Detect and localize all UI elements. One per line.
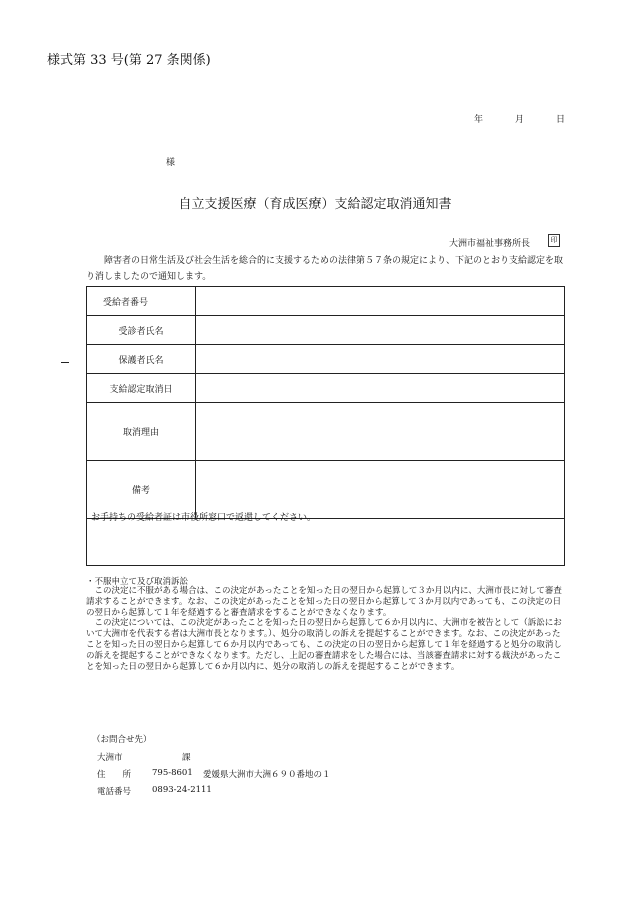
- cancel-date-label: [87, 374, 196, 403]
- patient-name-text: 受診者氏名: [118, 326, 164, 337]
- return-notice-cell: [87, 519, 565, 566]
- phone-label: 電話番号: [97, 787, 132, 797]
- guardian-name-value: [196, 345, 565, 374]
- recipient-number-value: [196, 287, 565, 316]
- appeal-heading: ・不服申立て及び取消訴訟: [86, 577, 189, 587]
- table-row: [87, 519, 565, 566]
- inquiry-heading: （お問合せ先）: [92, 735, 152, 745]
- table-row: [87, 345, 565, 374]
- table-row: [87, 316, 565, 345]
- remarks-text: 備考: [131, 486, 150, 496]
- form-number: 様式第 33 号(第 27 条関係): [47, 53, 211, 68]
- cancel-date-value: [196, 374, 565, 403]
- cancel-reason-value: [196, 403, 565, 461]
- inquiry-office: 大洲市: [97, 753, 123, 763]
- intro-text: 障害者の日常生活及び社会生活を総合的に支援するための法律第５７条の規定により、下記のとおり支給認定を取り消しましたので通知します。: [86, 256, 564, 282]
- table-row: [87, 374, 565, 403]
- address: 愛媛県大洲市大洲６９０番地の１: [203, 770, 331, 780]
- cancel-reason-label: [87, 403, 196, 461]
- certificate-table: [86, 286, 565, 566]
- guardian-name-label: [87, 345, 196, 374]
- phone-number: 0893-24-2111: [152, 785, 212, 795]
- fold-mark: [61, 362, 69, 363]
- table-row: [87, 287, 565, 316]
- date-year-label: 年: [474, 115, 484, 125]
- inquiry-office-suffix: 課: [182, 753, 191, 763]
- patient-name-label: [87, 316, 196, 345]
- document-title: 自立支援医療（育成医療）支給認定取消通知書: [178, 197, 452, 212]
- address-label: 住 所: [97, 770, 132, 780]
- guardian-name-text: 保護者氏名: [118, 355, 164, 366]
- patient-name-value: [196, 316, 565, 345]
- addressee-suffix: 様: [166, 158, 176, 168]
- appeal-paragraph-review: この決定に不服がある場合は、この決定があったことを知った日の翌日から起算して３か月以内に、大洲市長に対して審査請求することができます。なお、この決定があったことを知った日の翌日から起算して３か月以内であっても、この決定の日の翌日から起算して１年を経過すると審査請求をすることができなくなります。: [86, 586, 562, 618]
- date-month-label: 月: [515, 115, 525, 125]
- postal-code: 795-8601: [152, 768, 193, 778]
- date-day-label: 日: [556, 115, 566, 125]
- cancel-reason-text: 取消理由: [122, 428, 159, 438]
- recipient-number-text: 受給者番号: [103, 297, 149, 308]
- cancel-date-text: 支給認定取消日: [109, 384, 173, 395]
- seal-mark: 印: [548, 234, 560, 247]
- recipient-number-label: [87, 287, 196, 316]
- issuer-name: 大洲市福祉事務所長: [449, 239, 531, 249]
- return-notice: お手持ちの受給者証は市役所窓口で返還してください。: [91, 513, 317, 523]
- appeal-paragraph-lawsuit: この決定については、この決定があったことを知った日の翌日から起算して６か月以内に、大洲市を被告として（訴訟において大洲市を代表する者は大洲市長となります。）、処分の取消しの訴えを提起することができます。なお、この決定があったことを知った日の翌日から起算して６か月以内であっても、この決定の日の翌日から起算して１年を経過すると処分の取消しの訴えを提起することができなくなります。ただし、上記の審査請求をした場合には、当該審査請求に対する裁決があったことを知った日の翌日から起算して６か月以内に、処分の取消しの訴えを提起することができます。: [86, 618, 562, 672]
- appeal-section: [86, 586, 566, 672]
- table-row: [87, 403, 565, 461]
